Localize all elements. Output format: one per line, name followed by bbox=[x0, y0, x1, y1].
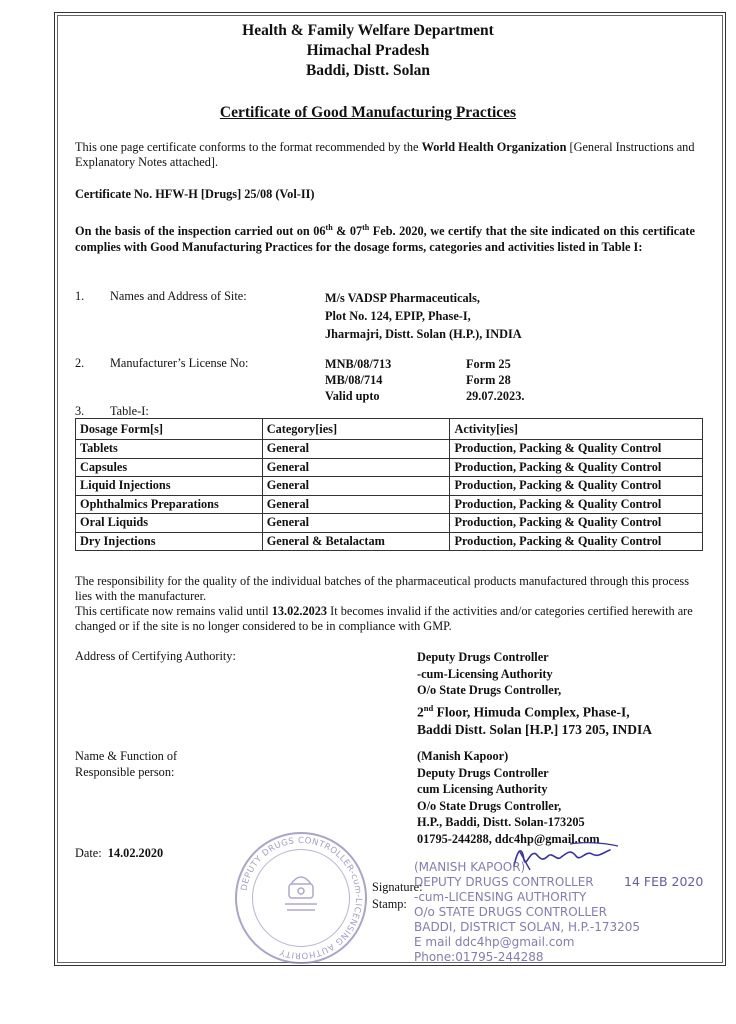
svg-text:DEPUTY DRUGS CONTROLLER-cum-LI: DEPUTY DRUGS CONTROLLER-cum-LICENSING AUTHORITY bbox=[239, 835, 364, 961]
table-cell: Production, Packing & Quality Control bbox=[450, 477, 703, 496]
item-2-number: 2. bbox=[75, 356, 85, 370]
item-3-label: Table-I: bbox=[110, 404, 149, 418]
table-row bbox=[76, 514, 703, 533]
table-cell: Tablets bbox=[76, 440, 263, 459]
stamp-date: 14 FEB 2020 bbox=[624, 874, 704, 889]
site-address: M/s VADSP Pharmaceuticals, Plot No. 124, EPIP, Phase-I, Jharmajri, Distt. Solan (H.P.), INDIA bbox=[325, 291, 522, 341]
stamp-label: Stamp: bbox=[372, 897, 407, 911]
table-cell: Ophthalmics Preparations bbox=[76, 495, 263, 514]
table-cell: General bbox=[262, 477, 450, 496]
table-row bbox=[76, 532, 703, 551]
rubber-stamp: (MANISH KAPOOR) DEPUTY DRUGS CONTROLLER -cum-LICENSING AUTHORITY O/o STATE DRUGS CONTROLLER BADDI, DISTRICT SOLAN, H.P.-173205 E mail ddc4hp@gmail.com Phone:01795-244288 bbox=[414, 860, 641, 964]
department-name: Health & Family Welfare Department bbox=[242, 22, 494, 39]
item-2-label: Manufacturer’s License No: bbox=[110, 356, 249, 370]
table-header-cell: Activity[ies] bbox=[450, 419, 703, 440]
table-cell: Oral Liquids bbox=[76, 514, 263, 533]
table-cell: General bbox=[262, 458, 450, 477]
table-row bbox=[76, 477, 703, 496]
table-cell: Capsules bbox=[76, 458, 263, 477]
authority-address: Deputy Drugs Controller -cum-Licensing Authority O/o State Drugs Controller, 2nd Floor, Himuda Complex, Phase-I, Baddi Distt. Solan [H.P.] 173 205, INDIA bbox=[417, 650, 653, 737]
table-cell: Production, Packing & Quality Control bbox=[450, 495, 703, 514]
office-location: Baddi, Distt. Solan bbox=[305, 62, 431, 79]
table-cell: General bbox=[262, 440, 450, 459]
license-numbers: MNB/08/713 MB/08/714 Valid upto bbox=[325, 357, 392, 403]
table-cell: General bbox=[262, 514, 450, 533]
table-row bbox=[76, 440, 703, 459]
table-header-row bbox=[76, 419, 703, 440]
state-name: Himachal Pradesh bbox=[306, 42, 430, 59]
table-header-cell: Category[ies] bbox=[262, 419, 450, 440]
table-cell: Dry Injections bbox=[76, 532, 263, 551]
item-3-number: 3. bbox=[75, 404, 85, 418]
table-header-cell: Dosage Form[s] bbox=[76, 419, 263, 440]
date-line: Date: 14.02.2020 bbox=[75, 846, 164, 860]
license-forms: Form 25 Form 28 29.07.2023. bbox=[466, 357, 525, 403]
item-1-label: Names and Address of Site: bbox=[110, 289, 247, 303]
responsible-person-label: Name & Function of Responsible person: bbox=[75, 749, 178, 779]
item-1-number: 1. bbox=[75, 289, 85, 303]
authority-label: Address of Certifying Authority: bbox=[75, 649, 236, 663]
table-cell: Production, Packing & Quality Control bbox=[450, 440, 703, 459]
table-row bbox=[76, 458, 703, 477]
certificate-number: Certificate No. HFW-H [Drugs] 25/08 (Vol-II) bbox=[75, 187, 315, 201]
signature-label: Signature: bbox=[372, 880, 423, 894]
table-cell: Production, Packing & Quality Control bbox=[450, 514, 703, 533]
table-cell: Production, Packing & Quality Control bbox=[450, 458, 703, 477]
intro-paragraph: This one page certificate conforms to the format recommended by the World Health Organization [General Instructions and Explanatory Notes attached]. bbox=[75, 140, 695, 169]
responsibility-paragraph: The responsibility for the quality of the individual batches of the pharmaceutical products manufactured through this process lies with the manufacturer. bbox=[75, 574, 689, 603]
table-cell: Production, Packing & Quality Control bbox=[450, 532, 703, 551]
validity-paragraph: This certificate now remains valid until 13.02.2023 It becomes invalid if the activities and/or categories certified herewith are changed or if the site is no longer considered to be in compliance with GMP. bbox=[75, 604, 693, 633]
inspection-basis: On the basis of the inspection carried out on 06th & 07th Feb. 2020, we certify that the site indicated on this certificate complies with Good Manufacturing Practices for the dosage forms, categories and activities listed in Table I: bbox=[75, 223, 695, 254]
certificate-title: Certificate of Good Manufacturing Practices bbox=[219, 104, 517, 121]
table-cell: General bbox=[262, 495, 450, 514]
responsible-person-details: (Manish Kapoor) Deputy Drugs Controller cum Licensing Authority O/o State Drugs Controller, H.P., Baddi, Distt. Solan-173205 01795-244288, ddc4hp@gmail.com bbox=[417, 749, 600, 846]
table-cell: General & Betalactam bbox=[262, 532, 450, 551]
dosage-forms-table bbox=[75, 418, 703, 551]
seal-emblem-icon bbox=[235, 832, 367, 964]
table-row bbox=[76, 495, 703, 514]
table-cell: Liquid Injections bbox=[76, 477, 263, 496]
